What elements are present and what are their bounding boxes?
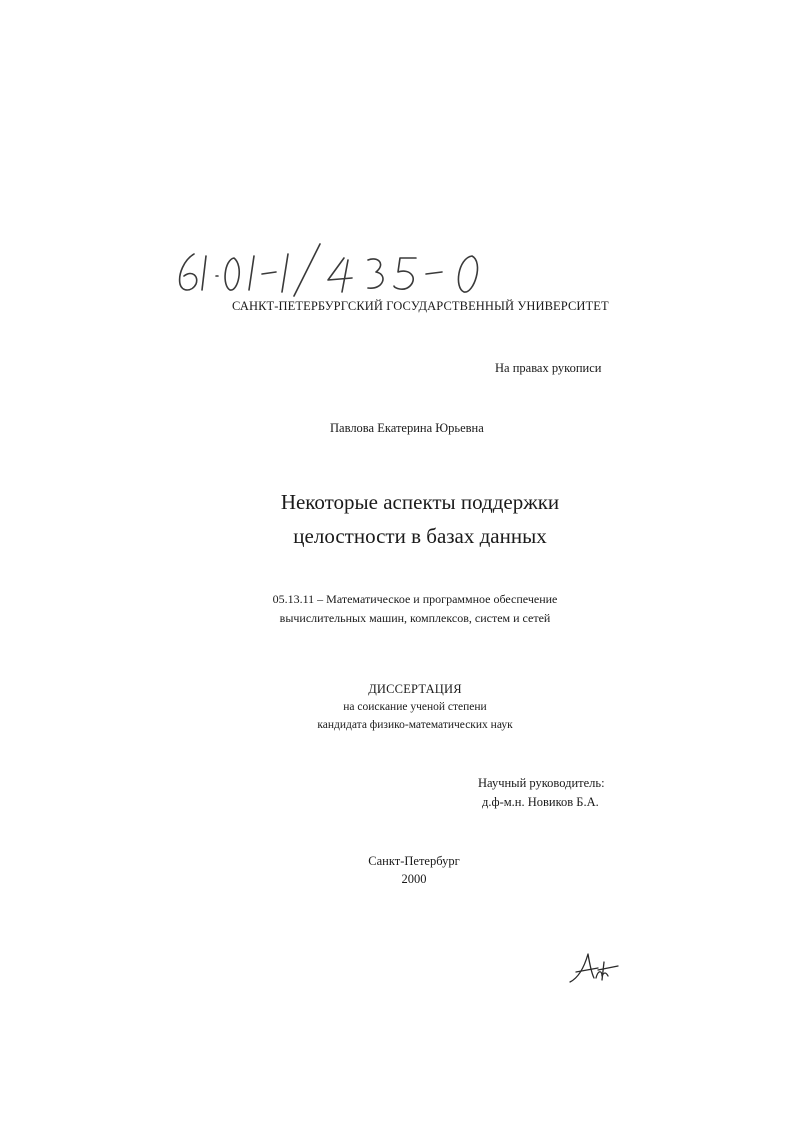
year: 2000 — [401, 872, 427, 886]
specialty-code — [0, 590, 795, 628]
dissertation-block — [0, 680, 795, 734]
rights-note: На правах рукописи — [495, 361, 602, 375]
specialty-line-1: 05.13.11 – Математическое и программное обеспечение — [272, 592, 558, 606]
advisor-name: д.ф-м.н. Новиков Б.А. — [482, 795, 599, 809]
thesis-title-line-2: целостности в базах данных — [293, 524, 547, 548]
thesis-title-line-1: Некоторые аспекты поддержки — [280, 490, 560, 514]
handwritten-archive-code — [172, 236, 492, 300]
signature-mark — [568, 948, 620, 986]
handwritten-code-drawing — [172, 236, 492, 300]
advisor-label: Научный руководитель: — [478, 776, 605, 790]
author-name: Павлова Екатерина Юрьевна — [330, 421, 484, 435]
place-and-year — [0, 852, 795, 888]
scientific-advisor — [478, 774, 605, 812]
city: Санкт-Петербург — [368, 854, 460, 868]
signature-drawing — [568, 948, 620, 986]
dissertation-label: ДИССЕРТАЦИЯ — [368, 682, 462, 696]
university-name: САНКТ-ПЕТЕРБУРГСКИЙ ГОСУДАРСТВЕННЫЙ УНИВЕРСИТЕТ — [232, 299, 609, 313]
degree-line-2: кандидата физико-математических наук — [317, 719, 513, 731]
degree-line-1: на соискание ученой степени — [343, 701, 487, 713]
thesis-title — [0, 485, 795, 553]
specialty-line-2: вычислительных машин, комплексов, систем и сетей — [279, 611, 551, 625]
